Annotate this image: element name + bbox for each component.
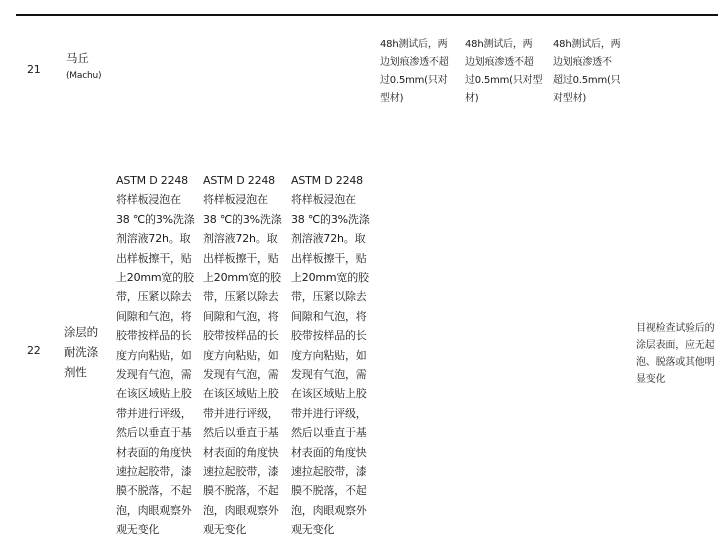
text-line: 然后以垂直于基 <box>203 426 279 440</box>
text-line: 带并进行评级， <box>116 406 192 420</box>
text-line: 材) <box>465 93 479 104</box>
row-21-number: 21 <box>27 63 41 76</box>
text-line: 材表面的角度快 <box>203 445 279 459</box>
text-line: ASTM D 2248 <box>116 174 188 187</box>
text-line: 对型材) <box>553 93 587 104</box>
text-line: 胶带按样品的长 <box>291 329 367 343</box>
text-line: 剂溶液72h。取 <box>291 232 366 246</box>
text-line: 然后以垂直于基 <box>116 426 192 440</box>
text-line: 速拉起胶带，漆 <box>291 465 367 478</box>
text-line: 膜不脱落，不起 <box>116 484 192 498</box>
text-line: ASTM D 2248 <box>291 174 363 187</box>
text-line: 出样板擦干，贴 <box>116 251 192 265</box>
text-line: 度方向粘贴，如 <box>116 348 192 362</box>
table-top-rule <box>16 14 718 16</box>
text-line: 在该区域贴上胶 <box>116 387 192 401</box>
text-line: 显变化 <box>636 374 666 385</box>
text-line: 38 ℃的3%洗涤 <box>203 212 282 226</box>
text-line: ASTM D 2248 <box>203 174 275 187</box>
text-line: 剂溶液72h。取 <box>203 232 278 246</box>
row-21-item-name: 马丘 <box>66 51 89 65</box>
text-line: 速拉起胶带，漆 <box>116 465 192 478</box>
text-line: 涂层的 <box>64 325 98 339</box>
text-line: 材表面的角度快 <box>291 445 367 459</box>
row-21-item-name-english: (Machu) <box>66 71 102 81</box>
text-line: 上20mm宽的胶 <box>203 271 281 284</box>
text-line: 间隙和气泡，将 <box>116 309 192 323</box>
text-line: 观无变化 <box>203 523 247 537</box>
text-line: 材表面的角度快 <box>116 445 192 459</box>
text-line: 度方向粘贴，如 <box>291 348 367 362</box>
text-line: 带，压紧以除去 <box>291 290 367 304</box>
text-line: 涂层表面，应无起 <box>636 340 715 351</box>
text-line: 出样板擦干，贴 <box>291 251 367 265</box>
text-line: 剂性 <box>64 365 87 379</box>
text-line: 间隙和气泡，将 <box>203 309 279 323</box>
text-line: 48h测试后，两 <box>465 39 533 50</box>
text-line: 边划痕渗透不超 <box>380 57 449 68</box>
text-line: 泡，肉眼观察外 <box>116 503 192 517</box>
text-line: 上20mm宽的胶 <box>291 271 369 284</box>
text-line: 48h测试后，两 <box>380 39 448 50</box>
text-line: 出样板擦干，贴 <box>203 251 279 265</box>
text-line: 度方向粘贴，如 <box>203 348 279 362</box>
text-line: 过0.5mm(只对型 <box>465 75 543 86</box>
text-line: 泡，肉眼观察外 <box>291 503 367 517</box>
text-line: 型材) <box>380 93 404 104</box>
text-line: 带，压紧以除去 <box>116 290 192 304</box>
text-line: 发现有气泡，需 <box>116 368 192 381</box>
text-line: 边划痕渗透不超 <box>465 57 534 68</box>
text-line: 上20mm宽的胶 <box>116 271 194 284</box>
text-line: 在该区域贴上胶 <box>291 387 367 401</box>
row-22-number: 22 <box>27 344 41 357</box>
text-line: 将样板浸泡在 <box>203 193 268 207</box>
text-line: 38 ℃的3%洗涤 <box>116 212 195 226</box>
text-line: 发现有气泡，需 <box>291 368 367 381</box>
text-line: 然后以垂直于基 <box>291 426 367 440</box>
text-line: 胶带按样品的长 <box>116 329 192 343</box>
text-line: 带并进行评级， <box>203 406 279 420</box>
text-line: 发现有气泡，需 <box>203 368 279 381</box>
text-line: 速拉起胶带，漆 <box>203 465 279 478</box>
text-line: 膜不脱落，不起 <box>203 484 279 498</box>
text-line: 耐洗涤 <box>64 345 98 359</box>
text-line: 超过0.5mm(只 <box>553 75 621 86</box>
text-line: 剂溶液72h。取 <box>116 232 191 246</box>
text-line: 将样板浸泡在 <box>116 193 181 207</box>
text-line: 泡，肉眼观察外 <box>203 503 279 517</box>
text-line: 胶带按样品的长 <box>203 329 279 343</box>
text-line: 目视检查试验后的 <box>636 323 715 334</box>
text-line: 将样板浸泡在 <box>291 193 356 207</box>
text-line: 观无变化 <box>116 523 160 537</box>
text-line: 观无变化 <box>291 523 335 537</box>
text-line: 边划痕渗透不 <box>553 57 612 68</box>
text-line: 间隙和气泡，将 <box>291 309 367 323</box>
text-line: 带，压紧以除去 <box>203 290 279 304</box>
text-line: 38 ℃的3%洗涤 <box>291 212 370 226</box>
text-line: 带并进行评级， <box>291 406 367 420</box>
text-line: 过0.5mm(只对 <box>380 75 448 86</box>
text-line: 48h测试后，两 <box>553 39 621 50</box>
text-line: 泡、脱落或其他明 <box>636 357 715 368</box>
text-line: 膜不脱落，不起 <box>291 484 367 498</box>
text-line: 在该区域贴上胶 <box>203 387 279 401</box>
